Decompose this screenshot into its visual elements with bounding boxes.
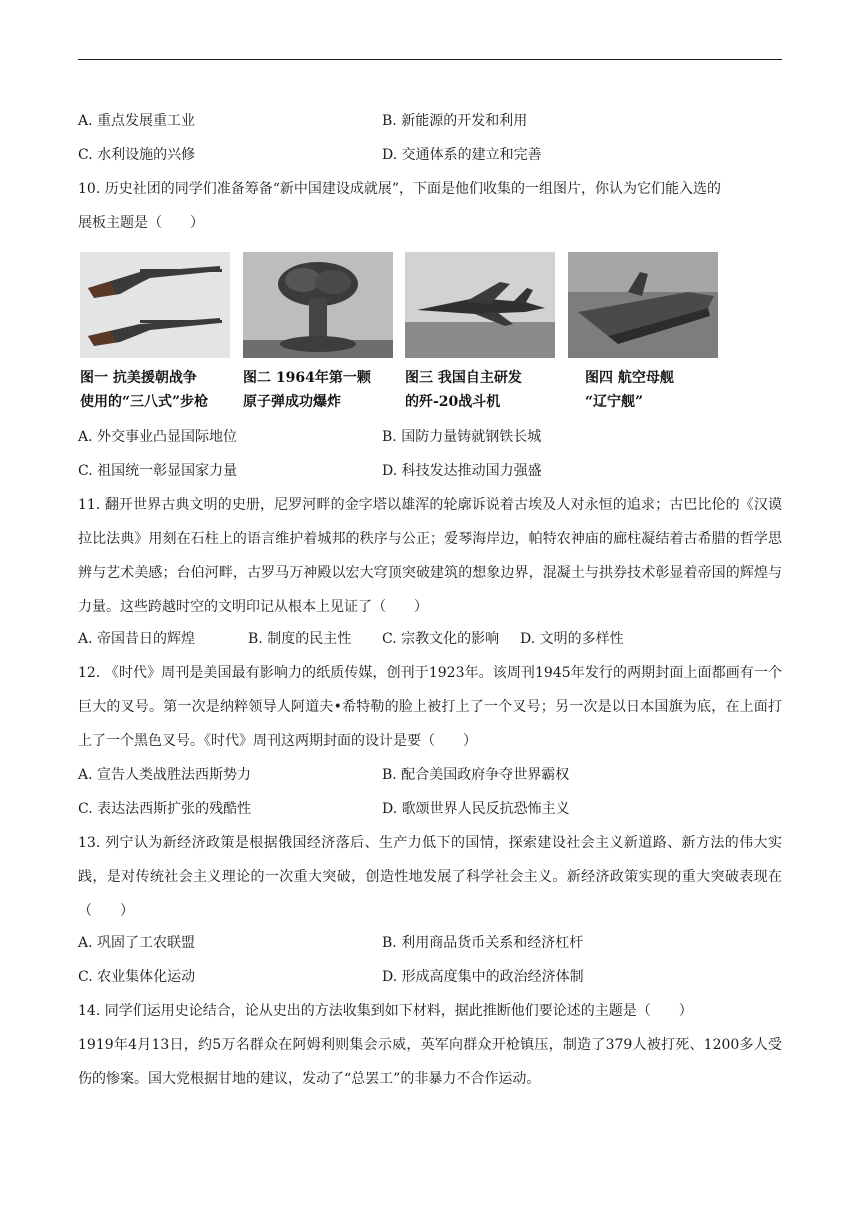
q10-option-b[interactable]: [382, 427, 541, 447]
q13-option-b[interactable]: [382, 933, 583, 953]
q11-stem: 11. 翻开世界古典文明的史册，尼罗河畔的金字塔以雄浑的轮廓诉说着古埃及人对永恒的追求；古巴比伦的《汉谟拉比法典》用刻在石柱上的语言维护着城邦的秩序与公正；爱琴海岸边，帕特农神庙的廊柱凝结着古希腊的哲学思辨与艺术美感；台伯河畔，古罗马万神殿以宏大穹顶突破建筑的想象边界，混凝土与拱券技术彰显着帝国的辉煌与力量。这些跨越时空的文明印记从根本上见证了（ ）: [78, 497, 782, 615]
q11-option-c[interactable]: [382, 629, 499, 649]
option-text: 水利设施的兴修: [97, 147, 196, 163]
q12-option-a[interactable]: [78, 765, 251, 785]
header-rule: [78, 59, 782, 60]
option-letter: A.: [78, 935, 93, 951]
caption-line: 的歼-20战斗机: [405, 394, 501, 410]
mushroom-cloud-photo: [243, 252, 393, 358]
rifle-photo: [80, 252, 230, 358]
caption-line: 图四 航空母舰: [585, 370, 674, 386]
option-text: 农业集体化运动: [97, 969, 196, 985]
option-text: 巩固了工农联盟: [97, 935, 196, 951]
option-letter: D.: [382, 147, 398, 163]
option-text: 利用商品货币关系和经济杠杆: [401, 935, 584, 951]
q10-option-c[interactable]: [78, 461, 237, 481]
caption-line: 原子弹成功爆炸: [243, 394, 341, 410]
option-text: 形成高度集中的政治经济体制: [401, 969, 584, 985]
q11-option-b[interactable]: [248, 629, 351, 649]
caption-line: “辽宁舰”: [585, 394, 644, 410]
q11-option-a[interactable]: [78, 629, 195, 649]
option-text: 帝国昔日的辉煌: [97, 631, 196, 647]
option-letter: B.: [382, 429, 397, 445]
option-letter: B.: [382, 935, 397, 951]
fighter-jet-photo: [405, 252, 555, 358]
option-text: 科技发达推动国力强盛: [401, 463, 542, 479]
q12-option-d[interactable]: [382, 799, 570, 819]
option-letter: C.: [382, 631, 397, 647]
q14-stem: 14. 同学们运用史论结合，论从史出的方法收集到如下材料，据此推断他们要论述的主题是（ ）: [78, 1003, 693, 1019]
q9-option-d[interactable]: [382, 145, 542, 165]
q13-option-c[interactable]: [78, 967, 195, 987]
option-text: 歌颂世界人民反抗恐怖主义: [401, 801, 570, 817]
figure-2-caption: [243, 366, 371, 414]
option-text: 配合美国政府争夺世界霸权: [401, 767, 570, 783]
option-text: 制度的民主性: [267, 631, 352, 647]
option-letter: A.: [78, 767, 93, 783]
figure-4-caption: [585, 366, 674, 414]
q13-option-a[interactable]: [78, 933, 195, 953]
caption-line: 图一 抗美援朝战争: [80, 370, 197, 386]
option-letter: D.: [382, 801, 398, 817]
option-text: 文明的多样性: [539, 631, 624, 647]
option-letter: D.: [520, 631, 536, 647]
q11-option-d[interactable]: [520, 629, 624, 649]
option-letter: B.: [382, 767, 397, 783]
option-text: 国防力量铸就钢铁长城: [401, 429, 542, 445]
figure-3-caption: [405, 366, 522, 414]
option-text: 宣告人类战胜法西斯势力: [97, 767, 252, 783]
option-text: 重点发展重工业: [97, 113, 196, 129]
q13-stem: 13. 列宁认为新经济政策是根据俄国经济落后、生产力低下的国情，探索建设社会主义新道路、新方法的伟大实践，是对传统社会主义理论的一次重大突破，创造性地发展了科学社会主义。新经济政策实现的重大突破表现在（ ）: [78, 835, 782, 919]
q12-stem: 12. 《时代》周刊是美国最有影响力的纸质传媒，创刊于1923年。该周刊1945年发行的两期封面上面都画有一个巨大的叉号。第一次是纳粹领导人阿道夫•希特勒的脸上被打上了一个叉号；另一次是以日本国旗为底，在上面打上了一个黑色叉号。《时代》周刊这两期封面的设计是要（ ）: [78, 665, 782, 749]
option-letter: C.: [78, 463, 93, 479]
q10-stem-line1: 10. 历史社团的同学们准备筹备“新中国建设成就展”，下面是他们收集的一组图片，你认为它们能入选的: [78, 181, 722, 197]
caption-line: 使用的“三八式”步枪: [80, 394, 209, 410]
option-letter: A.: [78, 113, 93, 129]
option-letter: D.: [382, 969, 398, 985]
option-text: 表达法西斯扩张的残酷性: [97, 801, 252, 817]
q9-option-a[interactable]: [78, 111, 195, 131]
q12-option-c[interactable]: [78, 799, 251, 819]
caption-line: 图三 我国自主研发: [405, 370, 522, 386]
option-text: 宗教文化的影响: [401, 631, 500, 647]
option-letter: B.: [248, 631, 263, 647]
q10-option-d[interactable]: [382, 461, 542, 481]
q9-option-c[interactable]: [78, 145, 195, 165]
q13-option-d[interactable]: [382, 967, 584, 987]
q12-option-b[interactable]: [382, 765, 569, 785]
q10-stem-line2: 展板主题是（ ）: [78, 215, 204, 231]
option-letter: C.: [78, 801, 93, 817]
caption-line: 图二 1964年第一颗: [243, 370, 371, 386]
option-letter: D.: [382, 463, 398, 479]
option-letter: C.: [78, 147, 93, 163]
figure-1-caption: [80, 366, 208, 414]
option-letter: C.: [78, 969, 93, 985]
option-text: 外交事业凸显国际地位: [97, 429, 238, 445]
option-text: 新能源的开发和利用: [401, 113, 528, 129]
q14-material: 1919年4月13日，约5万名群众在阿姆利则集会示威，英军向群众开枪镇压，制造了379人被打死、1200多人受伤的惨案。国大党根据甘地的建议，发动了“总罢工”的非暴力不合作运动。: [78, 1037, 782, 1087]
aircraft-carrier-photo: [568, 252, 718, 358]
option-letter: B.: [382, 113, 397, 129]
option-letter: A.: [78, 631, 93, 647]
option-letter: A.: [78, 429, 93, 445]
option-text: 交通体系的建立和完善: [401, 147, 542, 163]
q9-option-b[interactable]: [382, 111, 527, 131]
q10-option-a[interactable]: [78, 427, 237, 447]
option-text: 祖国统一彰显国家力量: [97, 463, 238, 479]
